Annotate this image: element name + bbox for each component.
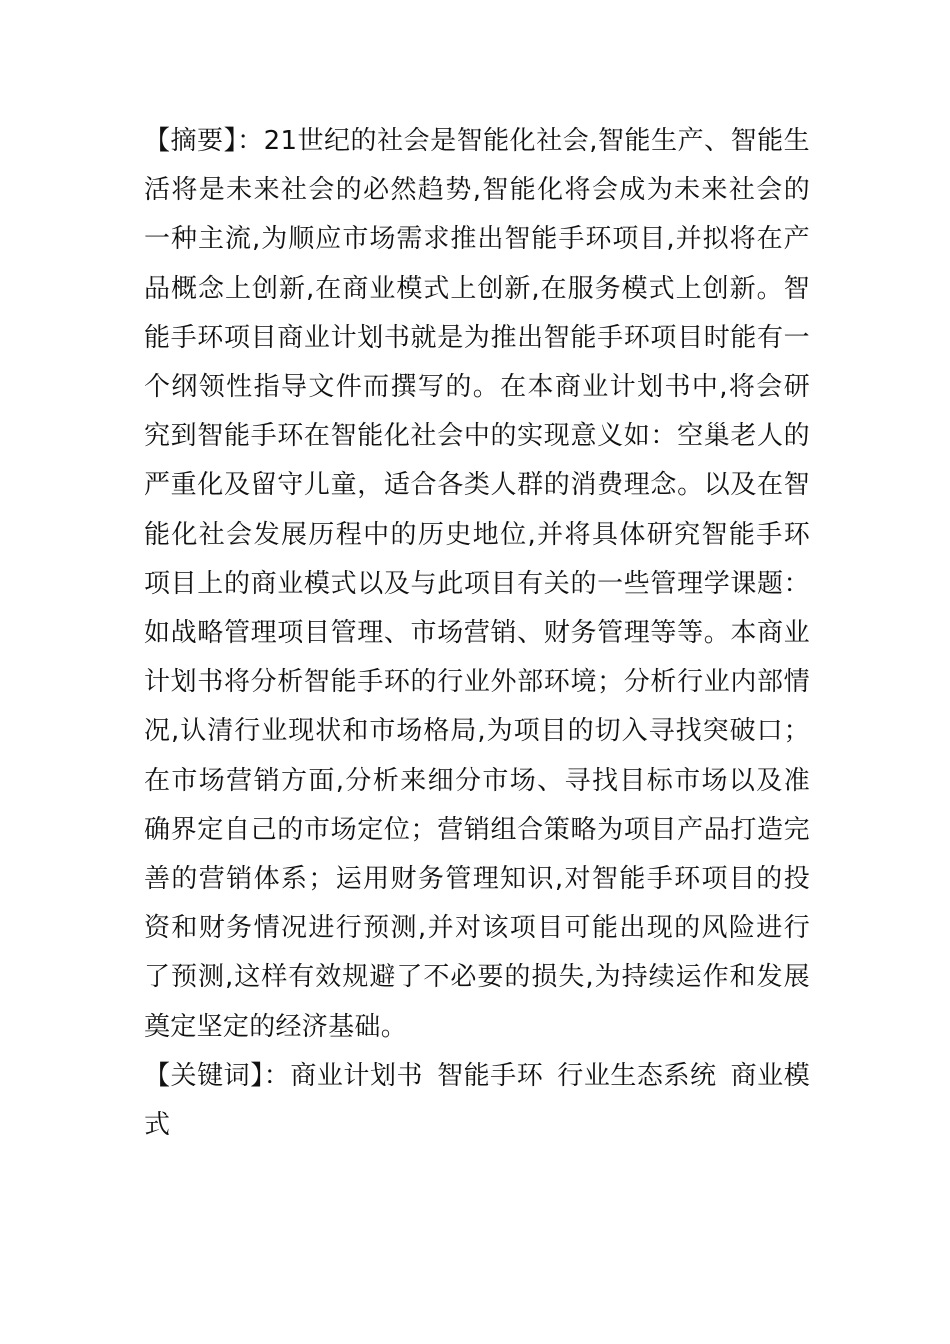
keyword-item: 行业生态系统: [557, 1060, 717, 1091]
keyword-item: 商业模式: [144, 1060, 810, 1141]
abstract-paragraph: [144, 117, 810, 1052]
abstract-label: 【摘要】：: [144, 126, 264, 156]
abstract-text: 21世纪的社会是智能化社会,智能生产、智能生活将是未来社会的必然趋势,智能化将会成为未来社会的一种主流,为顺应市场需求推出智能手环项目,并拟将在产品概念上创新,在商业模式上创新,在服务模式上创新。智能手环项目商业计划书就是为推出智能手环项目时能有一个纲领性指导文件而撰写的。在本商业计划书中,将会研究到智能手环在智能化社会中的实现意义如：空巢老人的严重化及留守儿童，适合各类人群的消费理念。以及在智能化社会发展历程中的历史地位,并将具体研究智能手环项目上的商业模式以及与此项目有关的一些管理学课题：如战略管理项目管理、市场营销、财务管理等等。本商业计划书将分析智能手环的行业外部环境；分析行业内部情况,认清行业现状和市场格局,为项目的切入寻找突破口；在市场营销方面,分析来细分市场、寻找目标市场以及准确界定自己的市场定位；营销组合策略为项目产品打造完善的营销体系；运用财务管理知识,对智能手环项目的投资和财务情况进行预测,并对该项目可能出现的风险进行了预测,这样有效规避了不必要的损失,为持续运作和发展奠定坚定的经济基础。: [144, 126, 810, 1042]
keywords-label: 【关键词】：: [144, 1060, 291, 1091]
document-body: [144, 117, 810, 1150]
keywords-paragraph: [144, 1052, 810, 1150]
keyword-item: 智能手环: [437, 1060, 544, 1091]
keyword-item: 商业计划书: [290, 1060, 424, 1091]
